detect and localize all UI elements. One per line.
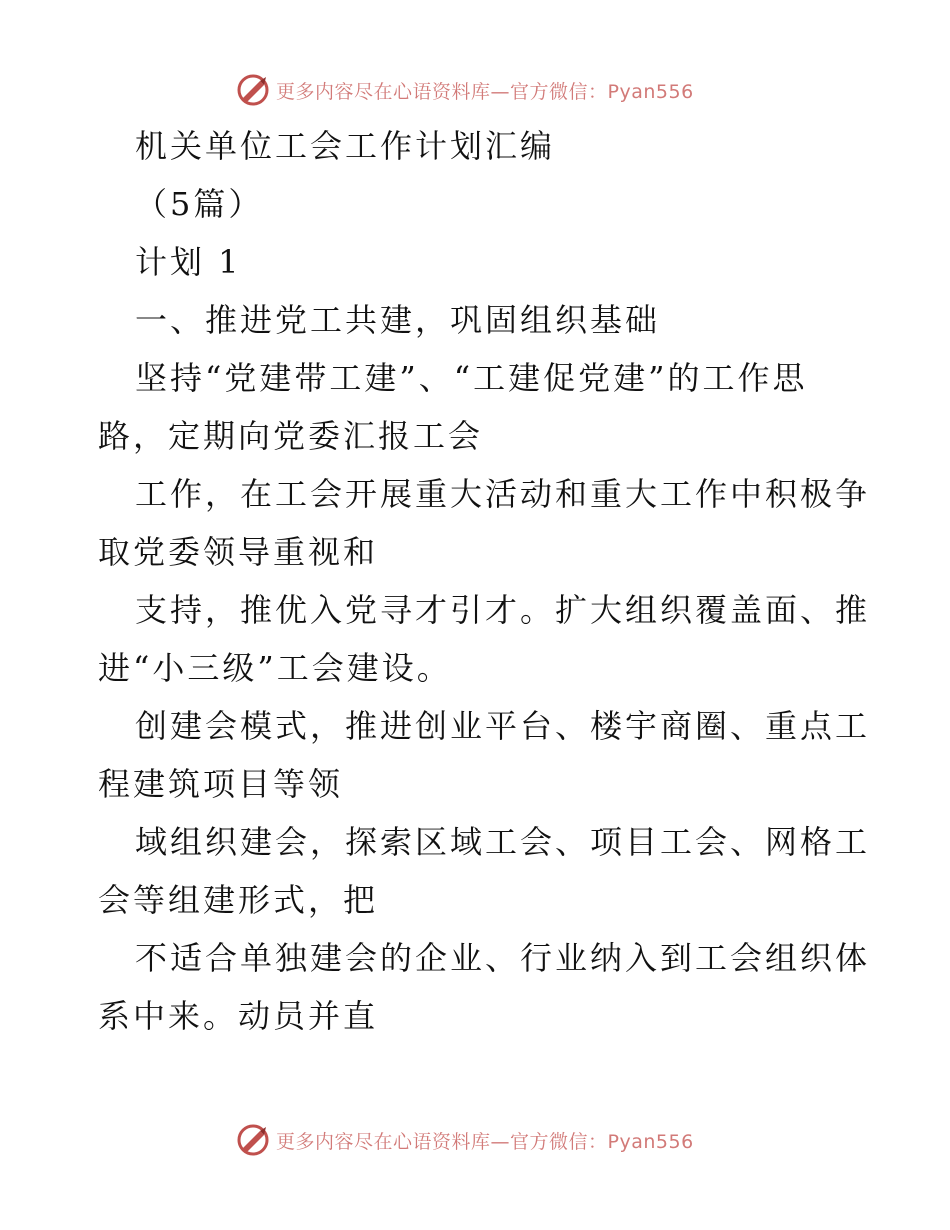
paragraph-line: 路，定期向党委汇报工会 bbox=[98, 417, 484, 455]
document-title: 机关单位工会工作计划汇编 bbox=[135, 127, 556, 165]
pen-logo-icon bbox=[236, 73, 270, 107]
paragraph-line: 工作，在工会开展重大活动和重大工作中积极争 bbox=[135, 475, 871, 513]
paragraph-line: 程建筑项目等领 bbox=[98, 765, 344, 803]
paragraph-line: 不适合单独建会的企业、行业纳入到工会组织体 bbox=[135, 939, 871, 977]
paragraph-line: 域组织建会，探索区域工会、项目工会、网格工 bbox=[135, 823, 871, 861]
paragraph-line: 会等组建形式，把 bbox=[98, 881, 379, 919]
paragraph-line: 取党委领导重视和 bbox=[98, 533, 379, 571]
document-subtitle: （5篇） bbox=[135, 185, 264, 223]
watermark-banner-bottom bbox=[236, 1122, 694, 1158]
watermark-text: 更多内容尽在心语资料库—官方微信：Pyan556 bbox=[276, 1130, 694, 1153]
pen-logo-icon bbox=[236, 1123, 270, 1157]
watermark-text: 更多内容尽在心语资料库—官方微信：Pyan556 bbox=[276, 80, 694, 103]
paragraph-line: 坚持“党建带工建”、“工建促党建”的工作思 bbox=[135, 359, 808, 397]
paragraph-line: 系中来。动员并直 bbox=[98, 997, 379, 1035]
paragraph-line: 进“小三级”工会建设。 bbox=[98, 649, 452, 687]
section-heading-1: 一、推进党工共建，巩固组织基础 bbox=[135, 301, 661, 339]
watermark-banner-top bbox=[236, 72, 694, 108]
paragraph-line: 支持，推优入党寻才引才。扩大组织覆盖面、推 bbox=[135, 591, 871, 629]
section-heading-plan: 计划 1 bbox=[135, 243, 242, 281]
paragraph-line: 创建会模式，推进创业平台、楼宇商圈、重点工 bbox=[135, 707, 871, 745]
